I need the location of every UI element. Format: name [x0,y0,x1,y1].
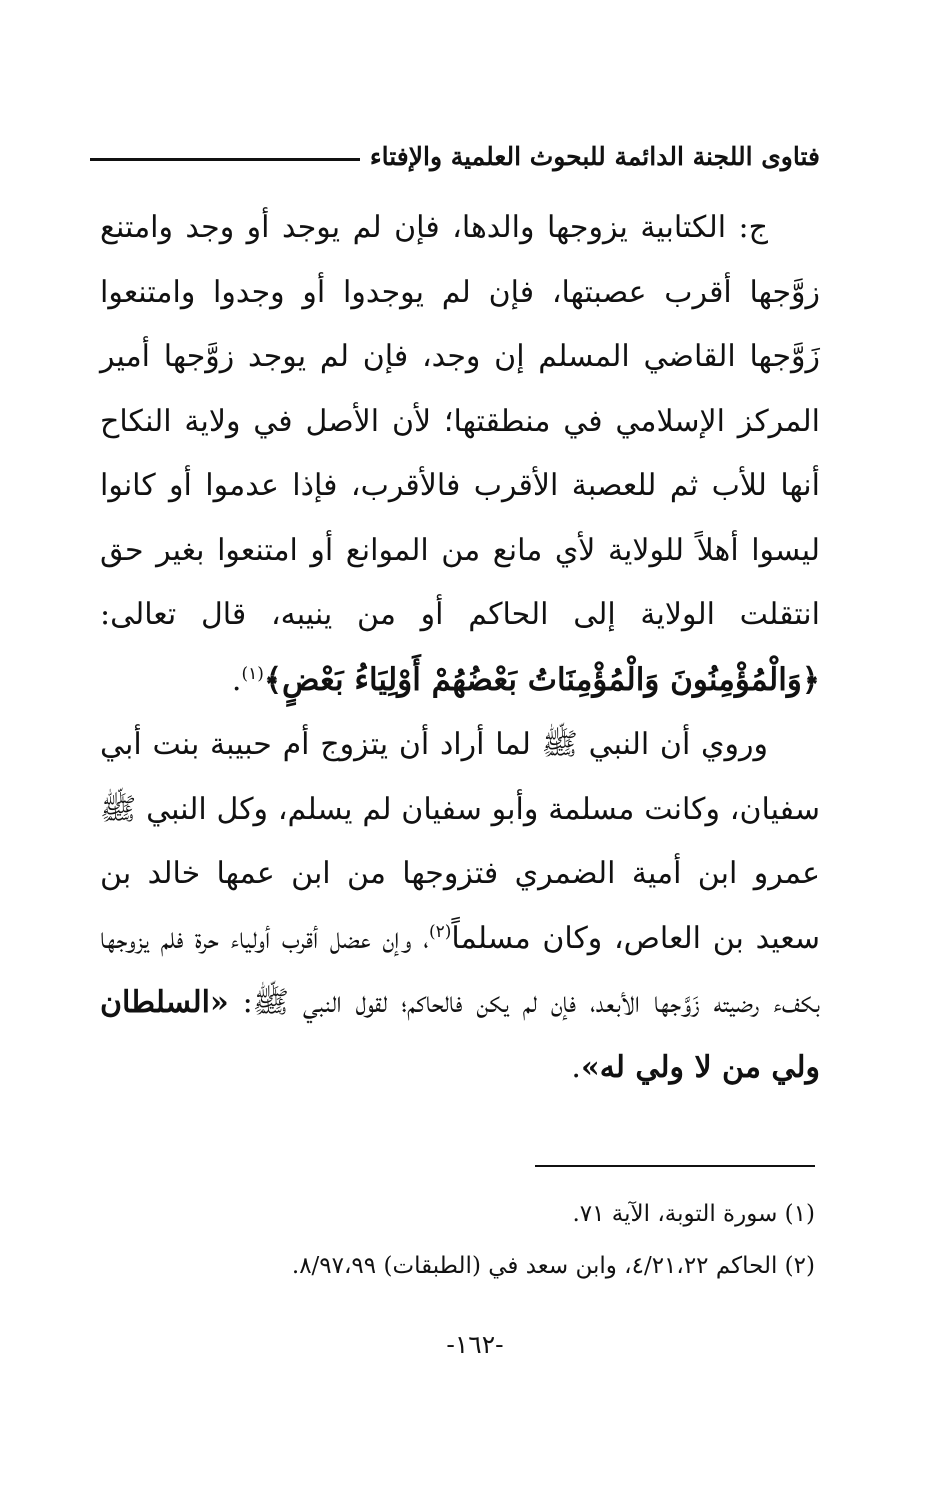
page-number: -١٦٢- [446,1330,504,1359]
answer-end: . [231,662,242,698]
footnote-1: (١) سورة التوبة، الآية ٧١. [572,1201,815,1227]
narration-text-cont: ، وإن عضل أقرب أولياء حرة فلم يزوجها بكفء رضيته زَوَّجها الأبعد، فإن لم يكن فالحاكم؛ لقول النبي ﷺ: [100,920,820,1020]
running-header [90,136,820,176]
narration-text: وروي أن النبي ﷺ لما أراد أن يتزوج أم حبيبة بنت أبي سفيان، وكانت مسلمة وأبو سفيان لم يسلم، وكل النبي ﷺ عمرو ابن أمية الضمري فتزوجها من ابن عمها خالد بن سعيد بن العاص، وكان مسلماً [100,727,820,956]
footnotes [100,1188,815,1292]
hadith-quote: «السلطان ولي من لا ولي له» [100,985,820,1085]
narration-end: . [571,1049,581,1085]
footnote-2: (٢) الحاكم ٤/٢١،٢٢، وابن سعد في (الطبقات) ٨/٩٧،٩٩. [291,1253,815,1279]
answer-text: ج: الكتابية يزوجها والدها، فإن لم يوجد أو وجد وامتنع زوَّجها أقرب عصبتها، فإن لم يوجدوا أو وجدوا وامتنعوا زَوَّجها القاضي المسلم إن وجد، فإن لم يوجد زوَّجها أمير المركز الإسلامي في منطقتها؛ لأن الأصل في ولاية النكاح أنها للأب ثم للعصبة الأقرب فالأقرب، فإذا عدموا أو كانوا ليسوا أهلاً للولاية لأي مانع من الموانع أو امتنعوا بغير حق انتقلت الولاية إلى الحاكم أو من ينيبه، قال تعالى: [100,210,820,632]
book-title: فتاوى اللجنة الدائمة للبحوث العلمية والإفتاء [369,141,820,171]
answer-paragraph [100,196,820,713]
header-rule [90,158,360,161]
quran-verse: ﴿وَالْمُؤْمِنُونَ وَالْمُؤْمِنَاتُ بَعْضُهُمْ أَوْلِيَاءُ بَعْضٍ﴾ [263,661,820,698]
footnote-separator [535,1165,815,1167]
footnote-ref-1: (١) [241,663,264,684]
fatwa-body [100,196,820,1100]
narration-paragraph [100,713,820,1100]
footnote-ref-2: (٢) [429,921,452,942]
